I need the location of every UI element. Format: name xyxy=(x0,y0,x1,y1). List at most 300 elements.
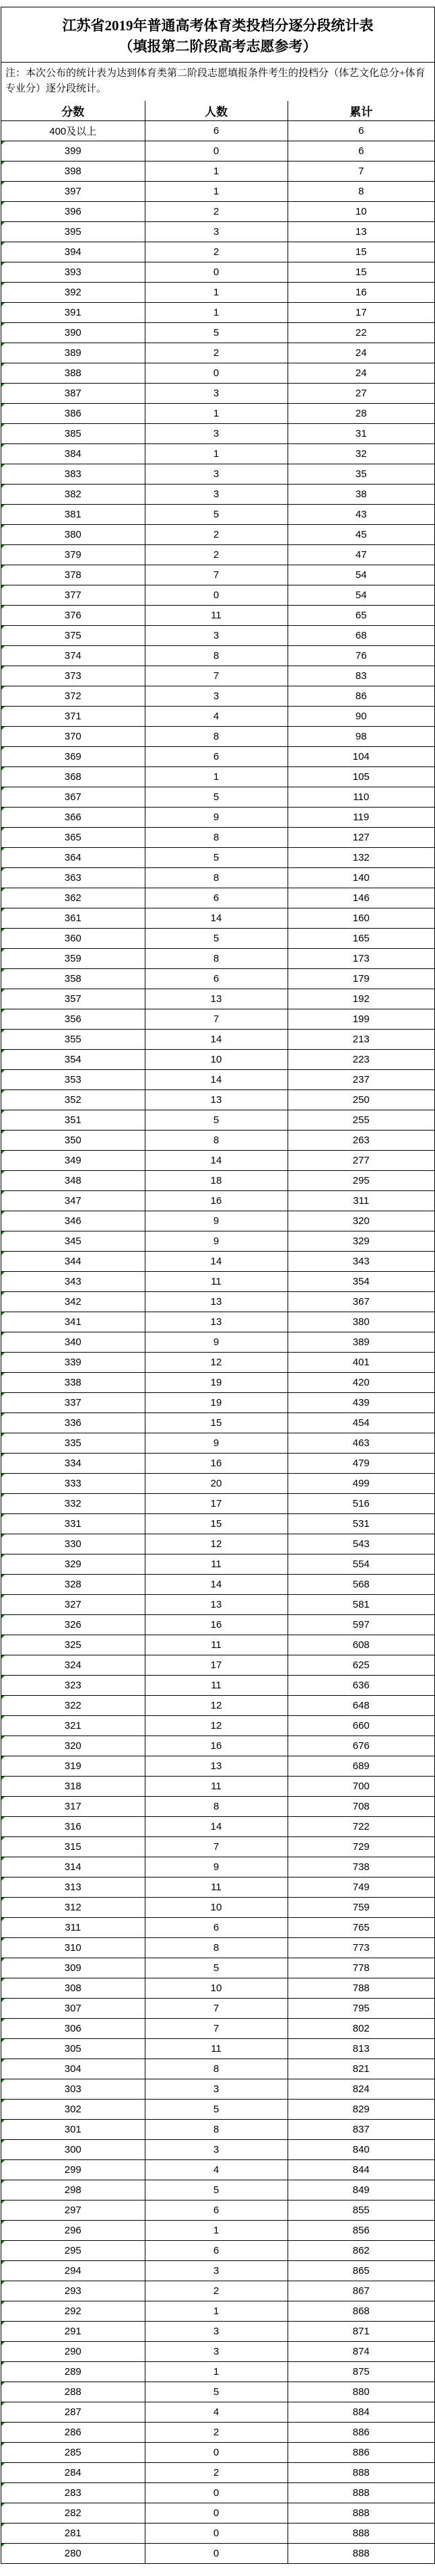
cumulative-cell: 277 xyxy=(288,1151,434,1171)
table-row xyxy=(1,767,434,787)
excel-corner-marker-icon xyxy=(1,2382,5,2386)
count-cell: 9 xyxy=(145,1231,288,1252)
excel-corner-marker-icon xyxy=(1,2503,5,2507)
table-row xyxy=(1,2019,434,2039)
score-table-body xyxy=(1,121,434,2564)
excel-corner-marker-icon xyxy=(1,2443,5,2446)
table-row xyxy=(1,525,434,545)
table-row xyxy=(1,707,434,727)
table-row xyxy=(1,1918,434,1938)
excel-corner-marker-icon xyxy=(1,1595,5,1598)
cumulative-cell: 329 xyxy=(288,1231,434,1252)
excel-corner-marker-icon xyxy=(1,343,5,347)
table-row xyxy=(1,1857,434,1877)
table-row xyxy=(1,2524,434,2544)
count-cell: 1 xyxy=(145,444,288,464)
count-cell: 3 xyxy=(145,2261,288,2281)
cumulative-cell: 389 xyxy=(288,1332,434,1353)
score-cell: 342 xyxy=(1,1292,145,1312)
cumulative-cell: 354 xyxy=(288,1272,434,1292)
excel-corner-marker-icon xyxy=(1,1332,5,1336)
count-cell: 10 xyxy=(145,1050,288,1070)
score-cell: 317 xyxy=(1,1797,145,1817)
cumulative-cell: 439 xyxy=(288,1393,434,1413)
cumulative-cell: 499 xyxy=(288,1474,434,1494)
table-row xyxy=(1,262,434,283)
cumulative-cell: 660 xyxy=(288,1716,434,1736)
score-cell: 386 xyxy=(1,404,145,424)
table-row xyxy=(1,1797,434,1817)
count-cell: 9 xyxy=(145,1332,288,1353)
count-cell: 11 xyxy=(145,1877,288,1898)
excel-corner-marker-icon xyxy=(1,2079,5,2083)
score-cell: 396 xyxy=(1,202,145,222)
excel-corner-marker-icon xyxy=(1,929,5,932)
score-cell: 302 xyxy=(1,2100,145,2120)
cumulative-cell: 597 xyxy=(288,1615,434,1635)
table-row xyxy=(1,2120,434,2140)
cumulative-cell: 874 xyxy=(288,2342,434,2362)
cumulative-cell: 54 xyxy=(288,565,434,585)
table-row xyxy=(1,1131,434,1151)
score-cell: 366 xyxy=(1,808,145,828)
score-cell: 389 xyxy=(1,343,145,363)
count-cell: 3 xyxy=(145,2342,288,2362)
table-row xyxy=(1,989,434,1009)
table-row xyxy=(1,424,434,444)
table-row xyxy=(1,141,434,162)
cumulative-cell: 554 xyxy=(288,1554,434,1575)
excel-corner-marker-icon xyxy=(1,1312,5,1316)
score-cell: 371 xyxy=(1,707,145,727)
table-row xyxy=(1,1252,434,1272)
table-row xyxy=(1,1373,434,1393)
table-row xyxy=(1,1877,434,1898)
excel-corner-marker-icon xyxy=(1,2281,5,2285)
table-row xyxy=(1,283,434,303)
excel-corner-marker-icon xyxy=(1,1393,5,1396)
table-row xyxy=(1,787,434,808)
score-cell: 321 xyxy=(1,1716,145,1736)
count-cell: 2 xyxy=(145,343,288,363)
score-cell: 394 xyxy=(1,242,145,262)
score-cell: 288 xyxy=(1,2382,145,2402)
cumulative-cell: 722 xyxy=(288,1817,434,1837)
score-cell: 339 xyxy=(1,1353,145,1373)
excel-corner-marker-icon xyxy=(1,707,5,710)
count-cell: 16 xyxy=(145,1454,288,1474)
score-cell: 333 xyxy=(1,1474,145,1494)
excel-corner-marker-icon xyxy=(1,2100,5,2103)
cumulative-cell: 250 xyxy=(288,1090,434,1110)
excel-corner-marker-icon xyxy=(1,2160,5,2163)
table-row xyxy=(1,666,434,686)
count-cell: 5 xyxy=(145,505,288,525)
table-row xyxy=(1,2503,434,2524)
cumulative-cell: 6 xyxy=(288,121,434,141)
score-cell: 345 xyxy=(1,1231,145,1252)
cumulative-cell: 802 xyxy=(288,2019,434,2039)
table-row xyxy=(1,1534,434,1554)
count-cell: 19 xyxy=(145,1393,288,1413)
count-cell: 17 xyxy=(145,1494,288,1514)
table-row xyxy=(1,404,434,424)
cumulative-cell: 255 xyxy=(288,1110,434,1131)
table-row xyxy=(1,444,434,464)
cumulative-cell: 199 xyxy=(288,1009,434,1030)
excel-corner-marker-icon xyxy=(1,1575,5,1578)
cumulative-cell: 813 xyxy=(288,2039,434,2059)
cumulative-cell: 140 xyxy=(288,868,434,888)
excel-corner-marker-icon xyxy=(1,525,5,528)
cumulative-cell: 516 xyxy=(288,1494,434,1514)
excel-corner-marker-icon xyxy=(1,1454,5,1457)
table-row xyxy=(1,949,434,969)
score-cell: 348 xyxy=(1,1171,145,1191)
count-cell: 19 xyxy=(145,1373,288,1393)
score-cell: 398 xyxy=(1,162,145,182)
excel-corner-marker-icon xyxy=(1,1050,5,1053)
table-row xyxy=(1,1595,434,1615)
count-cell: 8 xyxy=(145,2120,288,2140)
score-cell: 360 xyxy=(1,929,145,949)
count-cell: 5 xyxy=(145,2100,288,2120)
table-row xyxy=(1,2059,434,2079)
cumulative-cell: 729 xyxy=(288,1837,434,1857)
score-cell: 329 xyxy=(1,1554,145,1575)
score-cell: 352 xyxy=(1,1090,145,1110)
count-cell: 5 xyxy=(145,787,288,808)
excel-corner-marker-icon xyxy=(1,222,5,225)
count-cell: 16 xyxy=(145,1615,288,1635)
count-cell: 10 xyxy=(145,1898,288,1918)
score-cell: 359 xyxy=(1,949,145,969)
cumulative-cell: 581 xyxy=(288,1595,434,1615)
cumulative-cell: 880 xyxy=(288,2382,434,2402)
count-cell: 12 xyxy=(145,1353,288,1373)
table-row xyxy=(1,2241,434,2261)
score-cell: 340 xyxy=(1,1332,145,1353)
excel-corner-marker-icon xyxy=(1,686,5,690)
cumulative-cell: 343 xyxy=(288,1252,434,1272)
cumulative-cell: 700 xyxy=(288,1777,434,1797)
excel-corner-marker-icon xyxy=(1,384,5,387)
excel-corner-marker-icon xyxy=(1,1090,5,1094)
cumulative-cell: 648 xyxy=(288,1696,434,1716)
count-cell: 20 xyxy=(145,1474,288,1494)
excel-corner-marker-icon xyxy=(1,242,5,246)
count-cell: 11 xyxy=(145,1635,288,1655)
count-cell: 5 xyxy=(145,2180,288,2201)
table-row xyxy=(1,908,434,929)
score-cell: 376 xyxy=(1,606,145,626)
table-row xyxy=(1,1090,434,1110)
cumulative-cell: 708 xyxy=(288,1797,434,1817)
excel-corner-marker-icon xyxy=(1,868,5,871)
count-cell: 0 xyxy=(145,141,288,162)
excel-corner-marker-icon xyxy=(1,1978,5,1982)
excel-corner-marker-icon xyxy=(1,1009,5,1013)
cumulative-cell: 625 xyxy=(288,1655,434,1676)
score-cell: 341 xyxy=(1,1312,145,1332)
score-cell: 331 xyxy=(1,1514,145,1534)
count-cell: 5 xyxy=(145,323,288,343)
cumulative-cell: 83 xyxy=(288,666,434,686)
score-cell: 289 xyxy=(1,2362,145,2382)
table-row xyxy=(1,1474,434,1494)
cumulative-cell: 840 xyxy=(288,2140,434,2160)
excel-corner-marker-icon xyxy=(1,1676,5,1679)
table-row xyxy=(1,1978,434,1999)
score-cell: 319 xyxy=(1,1756,145,1777)
excel-corner-marker-icon xyxy=(1,969,5,972)
excel-corner-marker-icon xyxy=(1,2483,5,2486)
cumulative-cell: 38 xyxy=(288,485,434,505)
count-cell: 15 xyxy=(145,1413,288,1433)
table-row xyxy=(1,1655,434,1676)
table-row xyxy=(1,626,434,646)
count-cell: 2 xyxy=(145,202,288,222)
cumulative-cell: 68 xyxy=(288,626,434,646)
cumulative-cell: 875 xyxy=(288,2362,434,2382)
cumulative-cell: 888 xyxy=(288,2524,434,2544)
score-cell: 300 xyxy=(1,2140,145,2160)
header-row xyxy=(1,101,434,121)
cumulative-cell: 788 xyxy=(288,1978,434,1999)
cumulative-cell: 795 xyxy=(288,1999,434,2019)
page-title xyxy=(1,7,434,62)
count-cell: 13 xyxy=(145,1756,288,1777)
excel-corner-marker-icon xyxy=(1,1272,5,1275)
score-cell: 280 xyxy=(1,2544,145,2564)
table-row xyxy=(1,1151,434,1171)
excel-corner-marker-icon xyxy=(1,1514,5,1517)
table-row xyxy=(1,2160,434,2180)
excel-corner-marker-icon xyxy=(1,1252,5,1255)
count-cell: 12 xyxy=(145,1696,288,1716)
excel-corner-marker-icon xyxy=(1,2019,5,2022)
score-cell: 309 xyxy=(1,1958,145,1978)
score-cell: 303 xyxy=(1,2079,145,2100)
score-cell: 291 xyxy=(1,2322,145,2342)
table-row xyxy=(1,2483,434,2503)
count-cell: 15 xyxy=(145,1514,288,1534)
worksheet xyxy=(1,7,435,2564)
cumulative-cell: 855 xyxy=(288,2201,434,2221)
cumulative-cell: 886 xyxy=(288,2423,434,2443)
count-cell: 16 xyxy=(145,1191,288,1211)
cumulative-cell: 862 xyxy=(288,2241,434,2261)
table-row xyxy=(1,545,434,565)
excel-corner-marker-icon xyxy=(1,1635,5,1639)
table-row xyxy=(1,2423,434,2443)
score-cell: 397 xyxy=(1,182,145,202)
excel-corner-marker-icon xyxy=(1,1938,5,1941)
score-cell: 375 xyxy=(1,626,145,646)
table-row xyxy=(1,686,434,707)
count-cell: 0 xyxy=(145,2503,288,2524)
excel-corner-marker-icon xyxy=(1,1231,5,1235)
count-cell: 4 xyxy=(145,707,288,727)
cumulative-cell: 119 xyxy=(288,808,434,828)
cumulative-cell: 165 xyxy=(288,929,434,949)
table-row xyxy=(1,828,434,848)
score-cell: 322 xyxy=(1,1696,145,1716)
table-row xyxy=(1,747,434,767)
excel-corner-marker-icon xyxy=(1,989,5,993)
excel-corner-marker-icon xyxy=(1,1898,5,1901)
cumulative-cell: 367 xyxy=(288,1292,434,1312)
count-cell: 6 xyxy=(145,969,288,989)
excel-corner-marker-icon xyxy=(1,1292,5,1295)
excel-corner-marker-icon xyxy=(1,1373,5,1376)
table-row xyxy=(1,485,434,505)
excel-corner-marker-icon xyxy=(1,767,5,771)
score-cell: 325 xyxy=(1,1635,145,1655)
table-row xyxy=(1,1292,434,1312)
cumulative-cell: 104 xyxy=(288,747,434,767)
page-title-line2: （填报第二阶段高考志愿参考） xyxy=(119,38,317,55)
count-cell: 14 xyxy=(145,1030,288,1050)
score-cell: 295 xyxy=(1,2241,145,2261)
excel-corner-marker-icon xyxy=(1,1958,5,1962)
count-cell: 5 xyxy=(145,929,288,949)
cumulative-cell: 6 xyxy=(288,141,434,162)
excel-corner-marker-icon xyxy=(1,2544,5,2547)
score-cell: 356 xyxy=(1,1009,145,1030)
excel-corner-marker-icon xyxy=(1,464,5,468)
cumulative-cell: 888 xyxy=(288,2503,434,2524)
count-cell: 14 xyxy=(145,1070,288,1090)
table-row xyxy=(1,1454,434,1474)
score-cell: 312 xyxy=(1,1898,145,1918)
cumulative-cell: 401 xyxy=(288,1353,434,1373)
table-row xyxy=(1,1575,434,1595)
excel-corner-marker-icon xyxy=(1,2463,5,2466)
cumulative-cell: 871 xyxy=(288,2322,434,2342)
score-cell: 330 xyxy=(1,1534,145,1554)
count-cell: 0 xyxy=(145,2544,288,2564)
score-cell: 335 xyxy=(1,1433,145,1454)
table-row xyxy=(1,1312,434,1332)
cumulative-cell: 54 xyxy=(288,585,434,606)
cumulative-cell: 173 xyxy=(288,949,434,969)
score-cell: 370 xyxy=(1,727,145,747)
count-cell: 3 xyxy=(145,424,288,444)
count-cell: 3 xyxy=(145,464,288,485)
count-cell: 5 xyxy=(145,1110,288,1131)
score-cell: 311 xyxy=(1,1918,145,1938)
excel-corner-marker-icon xyxy=(1,1797,5,1800)
count-cell: 11 xyxy=(145,1777,288,1797)
count-cell: 10 xyxy=(145,1978,288,1999)
score-cell: 285 xyxy=(1,2443,145,2463)
score-cell: 365 xyxy=(1,828,145,848)
cumulative-cell: 689 xyxy=(288,1756,434,1777)
table-row xyxy=(1,1514,434,1534)
count-cell: 2 xyxy=(145,2281,288,2301)
cumulative-cell: 16 xyxy=(288,283,434,303)
score-cell: 304 xyxy=(1,2059,145,2079)
cumulative-cell: 454 xyxy=(288,1413,434,1433)
excel-corner-marker-icon xyxy=(1,2261,5,2264)
count-cell: 1 xyxy=(145,182,288,202)
score-cell: 305 xyxy=(1,2039,145,2059)
count-cell: 4 xyxy=(145,2402,288,2423)
count-cell: 8 xyxy=(145,949,288,969)
score-cell: 388 xyxy=(1,363,145,384)
table-row xyxy=(1,202,434,222)
table-row xyxy=(1,2039,434,2059)
table-row xyxy=(1,2140,434,2160)
count-cell: 5 xyxy=(145,848,288,868)
table-row xyxy=(1,1716,434,1736)
excel-corner-marker-icon xyxy=(1,565,5,569)
cumulative-cell: 132 xyxy=(288,848,434,868)
excel-corner-marker-icon xyxy=(1,404,5,407)
score-cell: 347 xyxy=(1,1191,145,1211)
score-cell: 338 xyxy=(1,1373,145,1393)
excel-corner-marker-icon xyxy=(1,2241,5,2244)
cumulative-cell: 749 xyxy=(288,1877,434,1898)
score-cell: 334 xyxy=(1,1454,145,1474)
excel-corner-marker-icon xyxy=(1,1655,5,1659)
excel-corner-marker-icon xyxy=(1,1131,5,1134)
count-cell: 13 xyxy=(145,1312,288,1332)
table-row xyxy=(1,464,434,485)
score-column-header: 分数 xyxy=(1,101,145,121)
cumulative-cell: 7 xyxy=(288,162,434,182)
score-cell: 387 xyxy=(1,384,145,404)
excel-corner-marker-icon xyxy=(1,2201,5,2204)
score-cell: 400及以上 xyxy=(1,121,145,141)
table-row xyxy=(1,121,434,141)
count-cell: 13 xyxy=(145,989,288,1009)
excel-corner-marker-icon xyxy=(1,182,5,185)
score-cell: 350 xyxy=(1,1131,145,1151)
excel-corner-marker-icon xyxy=(1,1554,5,1558)
table-row xyxy=(1,1494,434,1514)
count-cell: 3 xyxy=(145,222,288,242)
cumulative-cell: 759 xyxy=(288,1898,434,1918)
cumulative-cell: 10 xyxy=(288,202,434,222)
excel-corner-marker-icon xyxy=(1,888,5,892)
score-cell: 368 xyxy=(1,767,145,787)
excel-corner-marker-icon xyxy=(1,2059,5,2063)
table-row xyxy=(1,1413,434,1433)
count-cell: 11 xyxy=(145,1676,288,1696)
cumulative-cell: 778 xyxy=(288,1958,434,1978)
score-cell: 395 xyxy=(1,222,145,242)
table-row xyxy=(1,2079,434,2100)
excel-corner-marker-icon xyxy=(1,485,5,488)
table-row xyxy=(1,969,434,989)
excel-corner-marker-icon xyxy=(1,1110,5,1114)
count-cell: 0 xyxy=(145,2524,288,2544)
score-cell: 374 xyxy=(1,646,145,666)
table-row xyxy=(1,565,434,585)
count-cell: 3 xyxy=(145,2079,288,2100)
table-row xyxy=(1,2100,434,2120)
count-cell: 2 xyxy=(145,545,288,565)
table-row xyxy=(1,1353,434,1373)
score-cell: 328 xyxy=(1,1575,145,1595)
table-row xyxy=(1,929,434,949)
cumulative-cell: 868 xyxy=(288,2301,434,2322)
cumulative-cell: 15 xyxy=(288,262,434,283)
excel-corner-marker-icon xyxy=(1,1999,5,2002)
score-cell: 372 xyxy=(1,686,145,707)
